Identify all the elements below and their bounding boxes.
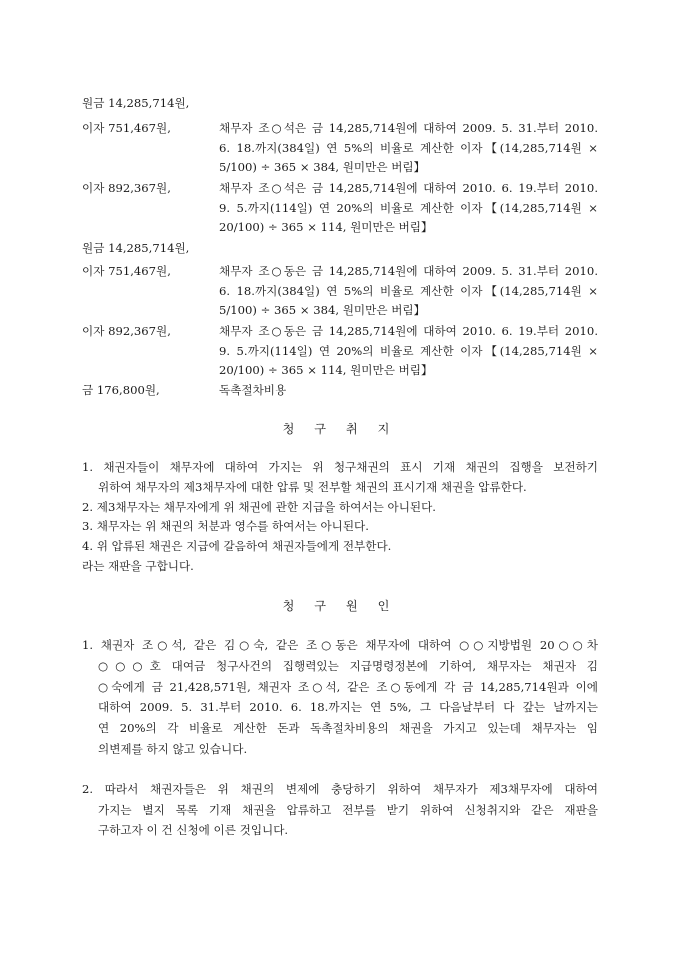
interest-desc-1-line-1: 채무자 조○석은 금 14,285,714원에 대하여 2009. 5. 31.부터 2010. xyxy=(219,121,598,135)
purpose-item-3: 3. 채무자는 위 채권의 처분과 영수를 하여서는 아니된다. xyxy=(82,519,369,533)
principal-line-1: 원금 14,285,714원, xyxy=(82,96,190,110)
interest-desc-2-line-2: 9. 5.까지(114일) 연 20%의 비율로 계산한 이자【(14,285,714원 × xyxy=(219,201,598,215)
interest-desc-4-line-1: 채무자 조○동은 금 14,285,714원에 대하여 2010. 6. 19.부터 2010. xyxy=(219,324,598,338)
interest-desc-3-line-2: 6. 18.까지(384일) 연 5%의 비율로 계산한 이자【(14,285,714원 × xyxy=(219,284,598,298)
interest-desc-2-line-1: 채무자 조○석은 금 14,285,714원에 대하여 2010. 6. 19.부터 2010. xyxy=(219,181,598,195)
cause-p2-line-2: 가지는 별지 목록 기재 채권을 압류하고 전부를 받기 위하여 신청취지와 같은 재판을 xyxy=(98,803,598,817)
interest-desc-1-line-2: 6. 18.까지(384일) 연 5%의 비율로 계산한 이자【(14,285,714원 × xyxy=(219,141,598,155)
purpose-item-4: 4. 위 압류된 채권은 지급에 갈음하여 채권자들에게 전부한다. xyxy=(82,539,392,553)
purpose-item-1-line-2: 위하여 채무자의 제3채무자에 대한 압류 및 전부할 채권의 표시기재 채권을 압류한다. xyxy=(98,480,527,494)
interest-desc-3-line-3: 5/100) ÷ 365 × 384, 원미만은 버림】 xyxy=(219,303,426,317)
interest-desc-3-line-1: 채무자 조○동은 금 14,285,714원에 대하여 2009. 5. 31.부터 2010. xyxy=(219,264,598,278)
cause-p1-line-4: 대하여 2009. 5. 31.부터 2010. 6. 18.까지는 연 5%, 그 다음날부터 다 갚는 날까지는 xyxy=(98,700,598,714)
cause-p1-line-3: ○숙에게 금 21,428,571원, 채권자 조○석, 같은 조○동에게 각 금 14,285,714원과 이에 xyxy=(98,680,598,694)
principal-line-2: 원금 14,285,714원, xyxy=(82,241,190,255)
purpose-closing: 라는 재판을 구합니다. xyxy=(82,559,194,573)
cause-heading: 청 구 원 인 xyxy=(282,599,398,613)
purpose-item-1-line-1: 1. 채권자들이 채무자에 대하여 가지는 위 청구채권의 표시 기재 채권의 집행을 보전하기 xyxy=(82,460,598,474)
cost-amount-desc: 독촉절차비용 xyxy=(219,383,287,397)
purpose-item-2: 2. 제3채무자는 채무자에게 위 채권에 관한 지급을 하여서는 아니된다. xyxy=(82,500,436,514)
cause-p1-line-2: ○○○호 대여금 청구사건의 집행력있는 지급명령정본에 기하여, 채무자는 채권자 김 xyxy=(98,659,598,673)
interest-label-2: 이자 892,367원, xyxy=(82,181,171,195)
cause-p2-line-3: 구하고자 이 건 신청에 이른 것입니다. xyxy=(98,823,289,837)
interest-label-3: 이자 751,467원, xyxy=(82,264,171,278)
interest-desc-4-line-2: 9. 5.까지(114일) 연 20%의 비율로 계산한 이자【(14,285,714원 × xyxy=(219,344,598,358)
purpose-heading: 청 구 취 지 xyxy=(282,422,398,436)
interest-label-4: 이자 892,367원, xyxy=(82,324,171,338)
cause-p1-line-5: 연 20%의 각 비율로 계산한 돈과 독촉절차비용의 채권을 가지고 있는데 채무자는 임 xyxy=(98,721,598,735)
cause-p1-line-6: 의변제를 하지 않고 있습니다. xyxy=(98,742,248,756)
interest-label-1: 이자 751,467원, xyxy=(82,121,171,135)
interest-desc-2-line-3: 20/100) ÷ 365 × 114, 원미만은 버림】 xyxy=(219,220,433,234)
cost-amount-label: 금 176,800원, xyxy=(82,383,160,397)
cause-p1-line-1: 1. 채권자 조○석, 같은 김○숙, 같은 조○동은 채무자에 대하여 ○○지방법원 20○○차 xyxy=(82,638,598,652)
interest-desc-1-line-3: 5/100) ÷ 365 × 384, 원미만은 버림】 xyxy=(219,160,426,174)
cause-p2-line-1: 2. 따라서 채권자들은 위 채권의 변제에 충당하기 위하여 채무자가 제3채무자에 대하여 xyxy=(82,782,598,796)
interest-desc-4-line-3: 20/100) ÷ 365 × 114, 원미만은 버림】 xyxy=(219,363,433,377)
